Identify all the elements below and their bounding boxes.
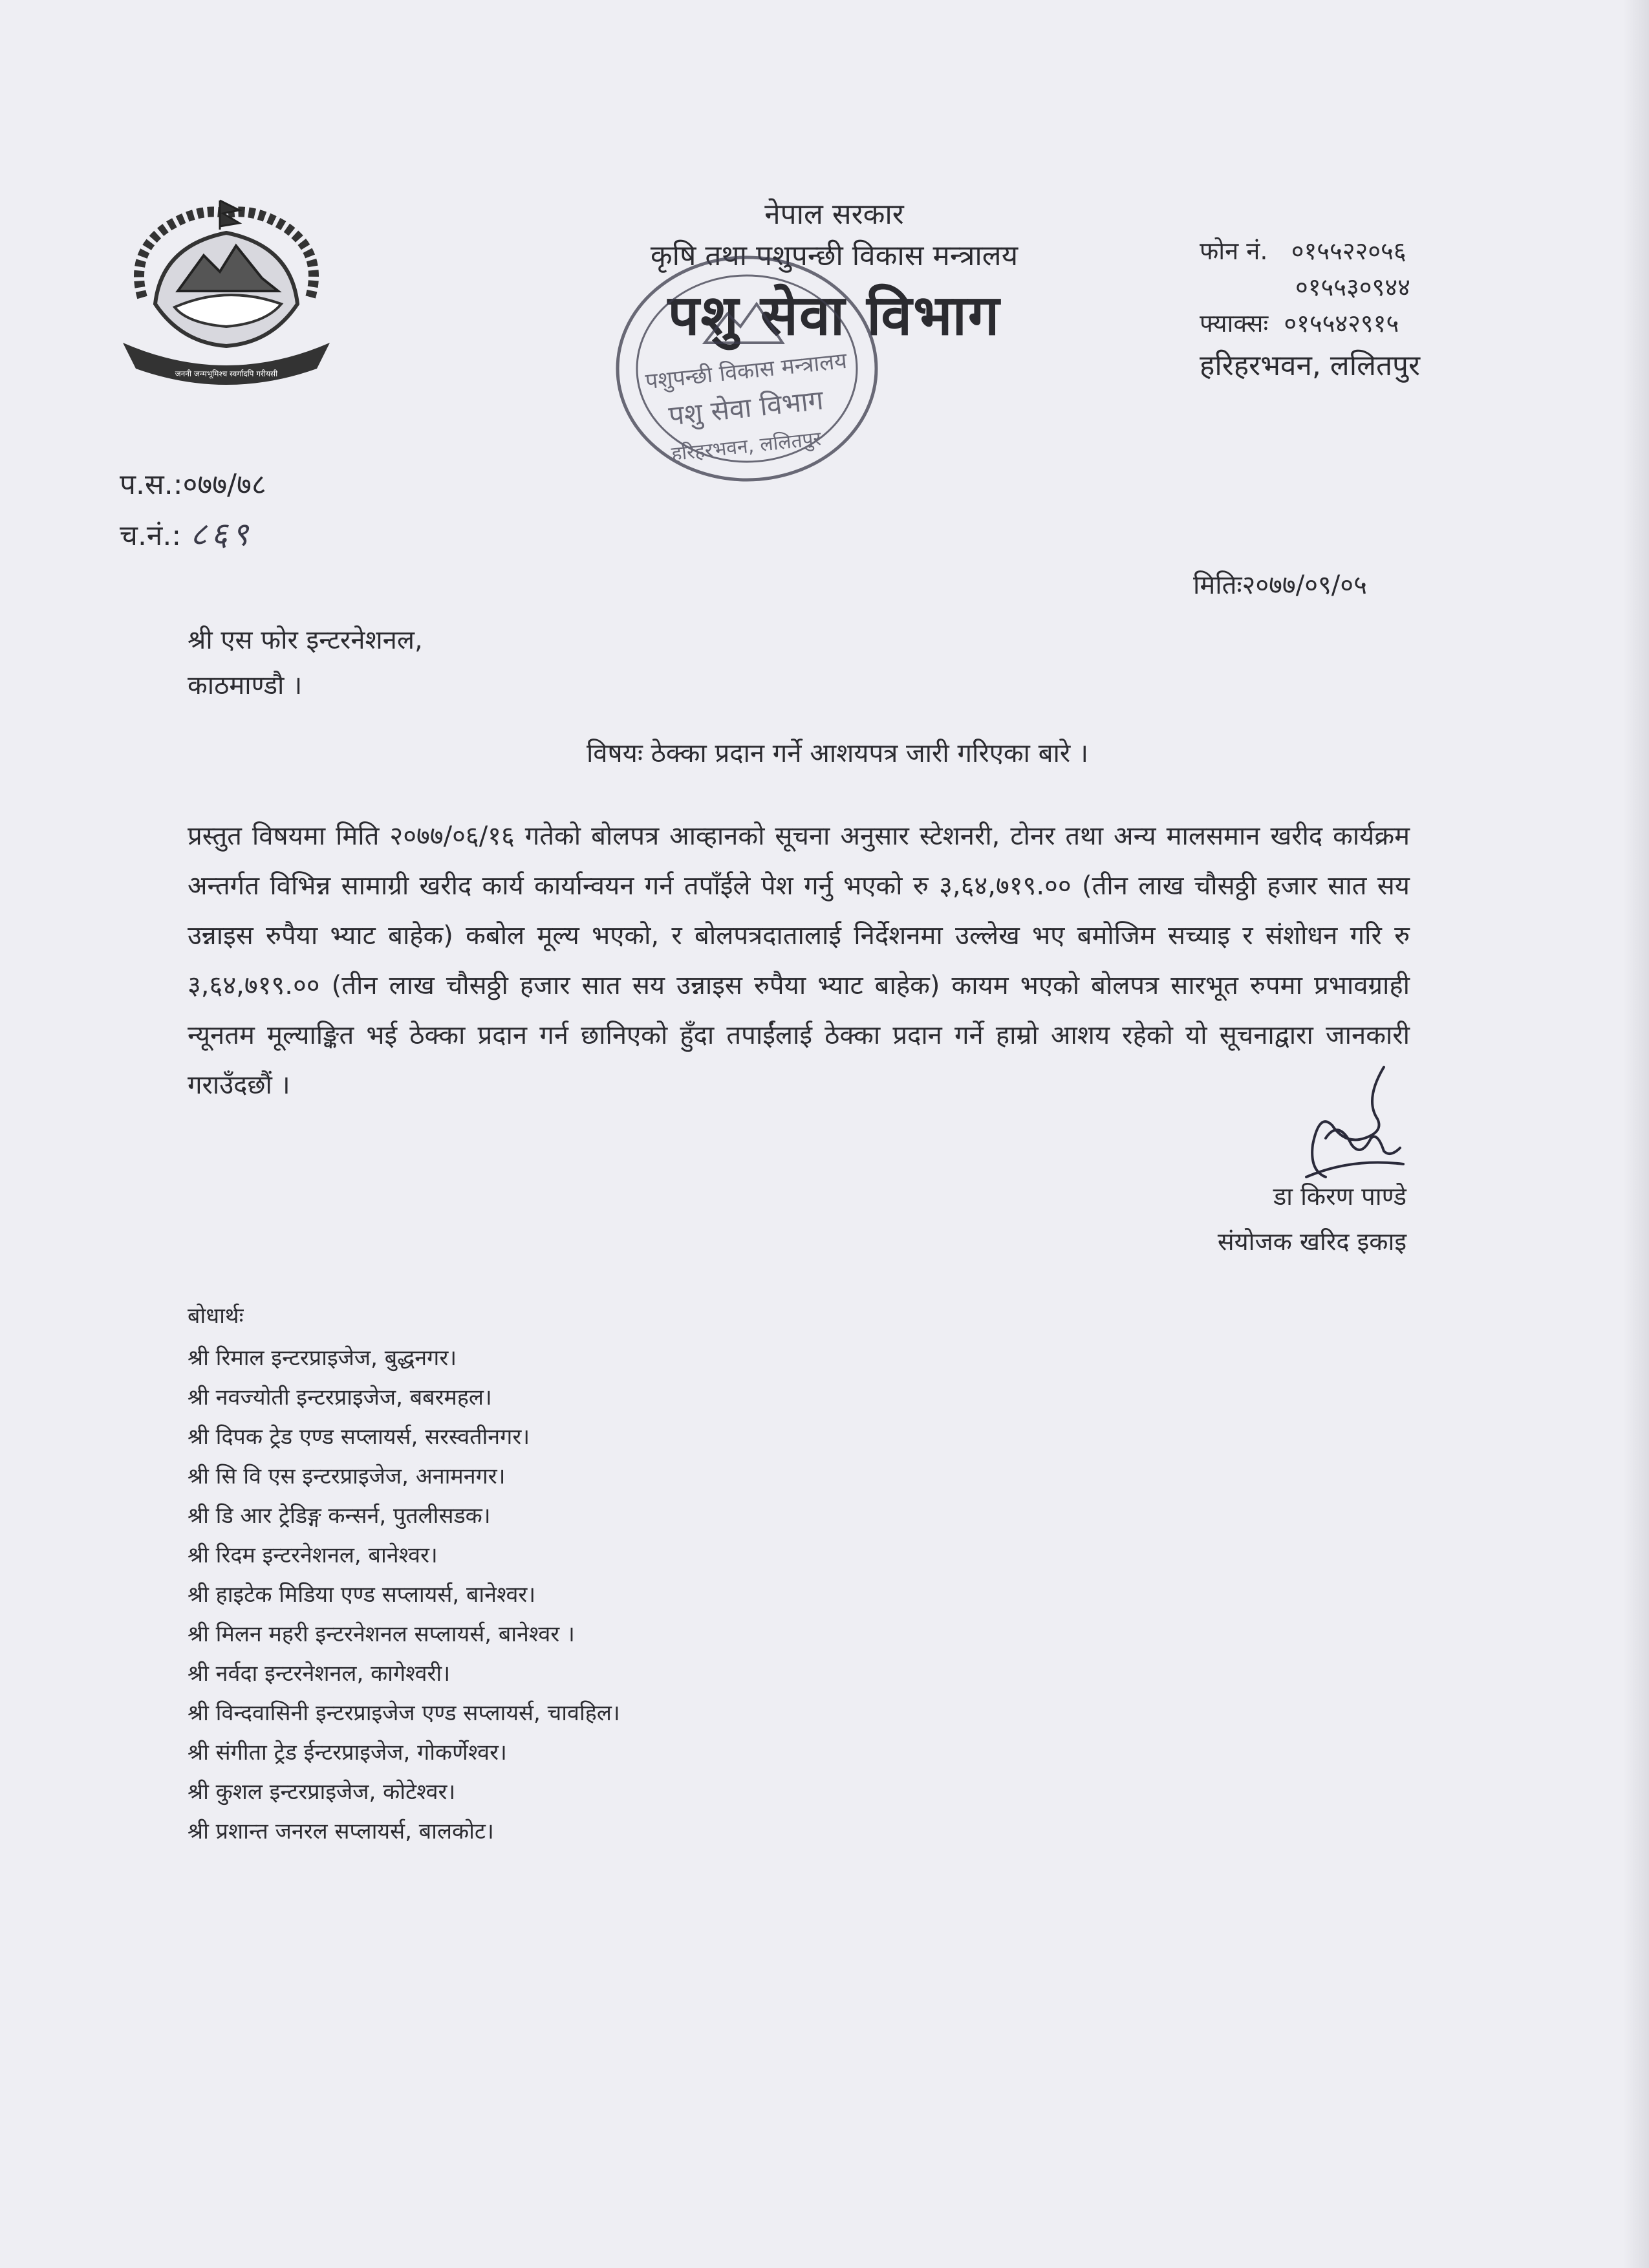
cc-item: श्री रिमाल इन्टरप्राइजेज, बुद्धनगर। xyxy=(188,1345,457,1371)
cc-item: श्री रिदम इन्टरनेशनल, बानेश्वर। xyxy=(188,1542,438,1568)
recipient-name: श्री एस फोर इन्टरनेशनल, xyxy=(188,625,423,655)
stamp-line-1: पशुपन्छी विकास मन्त्रालय xyxy=(644,347,848,395)
cn-label: च.नं.: xyxy=(120,519,182,552)
letter-body: प्रस्तुत विषयमा मिति २०७७/०६/१६ गतेको बोलपत्र आव्हानको सूचना अनुसार स्टेशनरी, टोनर तथा अन्य मालसमान खरीद कार्यक्रम अन्तर्गत विभिन्न सामाग्री खरीद कार्य कार्यान्वयन गर्न तपाँईले पेश गर्नु भएको रु ३,६४,७१९.०० (तीन लाख चौसठ्ठी हजार सात सय उन्नाइस रुपैया भ्याट बाहेक) कबोल मूल्य भएको, र बोलपत्रदातालाई निर्देशनमा उल्लेख भए बमोजिम सच्याइ र संशोधन गरि रु ३,६४,७१९.०० (तीन लाख चौसठ्ठी हजार सात सय उन्नाइस रुपैया भ्याट बाहेक) कायम भएको बोलपत्र सारभूत रुपमा प्रभावग्राही न्यूनतम मूल्याङ्कित भई ठेक्का प्रदान गर्न छानिएको हुँदा तपाईंलाई ठेक्का प्रदान गर्ने हाम्रो आशय रहेको यो सूचनाद्वारा जानकारी गराउँदछौं । xyxy=(188,821,1410,1100)
ps-label: प.स.: xyxy=(120,468,183,501)
cc-item: श्री हाइटेक मिडिया एण्ड सप्लायर्स, बानेश्वर। xyxy=(188,1582,536,1608)
cc-item: श्री सि वि एस इन्टरप्राइजेज, अनामनगर। xyxy=(188,1463,506,1489)
office-address: हरिहरभवन, ललितपुर xyxy=(1200,349,1421,382)
fax-number: ०१५५४२९१५ xyxy=(1284,309,1399,338)
cn-row xyxy=(120,510,266,561)
coat-of-arms-emblem-icon xyxy=(116,194,336,388)
cc-item: श्री कुशल इन्टरप्राइजेज, कोटेश्वर। xyxy=(188,1779,456,1805)
stamp-line-2: पशु सेवा विभाग xyxy=(667,383,825,432)
signer-name: डा किरण पाण्डे xyxy=(1273,1182,1406,1211)
reference-block xyxy=(120,460,266,561)
signer-title: संयोजक खरिद इकाइ xyxy=(1217,1227,1406,1256)
recipient-city: काठमाण्डौ । xyxy=(188,671,303,700)
cc-item: श्री नर्वदा इन्टरनेशनल, कागेश्वरी। xyxy=(188,1661,451,1687)
letter-date: मितिः२०७७/०९/०५ xyxy=(1193,570,1367,600)
recipient-block xyxy=(188,618,423,708)
cc-item: श्री विन्दवासिनी इन्टरप्राइजेज एण्ड सप्लायर्स, चावहिल। xyxy=(188,1700,620,1726)
cc-item: श्री संगीता ट्रेड ईन्टरप्राइजेज, गोकर्णेश्वर। xyxy=(188,1740,507,1766)
contact-block xyxy=(1200,233,1420,384)
ministry-name: कृषि तथा पशुपन्छी विकास मन्त्रालय xyxy=(650,239,1018,272)
letter-subject: विषयः ठेक्का प्रदान गर्ने आशयपत्र जारी गरिएका बारे । xyxy=(586,739,1089,768)
signer-block xyxy=(1099,1174,1406,1264)
phone-label: फोन नं. xyxy=(1200,237,1268,265)
cc-title: बोधार्थः xyxy=(188,1303,244,1329)
cc-item: श्री दिपक ट्रेड एण्ड सप्लायर्स, सरस्वतीनगर। xyxy=(188,1424,530,1450)
signature-icon xyxy=(1287,1061,1416,1190)
cc-item: श्री डि आर ट्रेडिङ्ग कन्सर्न, पुतलीसडक। xyxy=(188,1503,491,1529)
ps-value: ०७७/७८ xyxy=(182,468,266,501)
cc-item: श्री नवज्योती इन्टरप्राइजेज, बबरमहल। xyxy=(188,1385,492,1410)
page-edge-shadow xyxy=(1623,0,1649,2268)
department-name: पशु सेवा विभाग xyxy=(667,283,1001,348)
phone-number-2: ०१५५३०९४४ xyxy=(1295,273,1410,301)
ps-row xyxy=(120,460,266,510)
phone-row xyxy=(1200,233,1420,269)
government-name: नेपाल सरकार xyxy=(764,198,904,231)
cc-list xyxy=(188,1339,620,1852)
cc-item: श्री मिलन महरी इन्टरनेशनल सप्लायर्स, बानेश्वर । xyxy=(188,1621,575,1647)
cc-item: श्री प्रशान्त जनरल सप्लायर्स, बालकोट। xyxy=(188,1819,494,1844)
fax-row xyxy=(1200,305,1420,341)
phone-row-2 xyxy=(1200,269,1420,305)
fax-label: फ्याक्सः xyxy=(1200,309,1269,338)
office-stamp-icon xyxy=(608,246,886,491)
cn-value-handwritten: ८६९ xyxy=(190,515,253,553)
emblem-motto: जननी जन्मभूमिश्च स्वर्गादपि गरीयसी xyxy=(175,369,278,378)
phone-number-1: ०१५५२२०५६ xyxy=(1291,237,1406,265)
stamp-line-3: हरिहरभवन, ललितपुर xyxy=(670,427,823,466)
